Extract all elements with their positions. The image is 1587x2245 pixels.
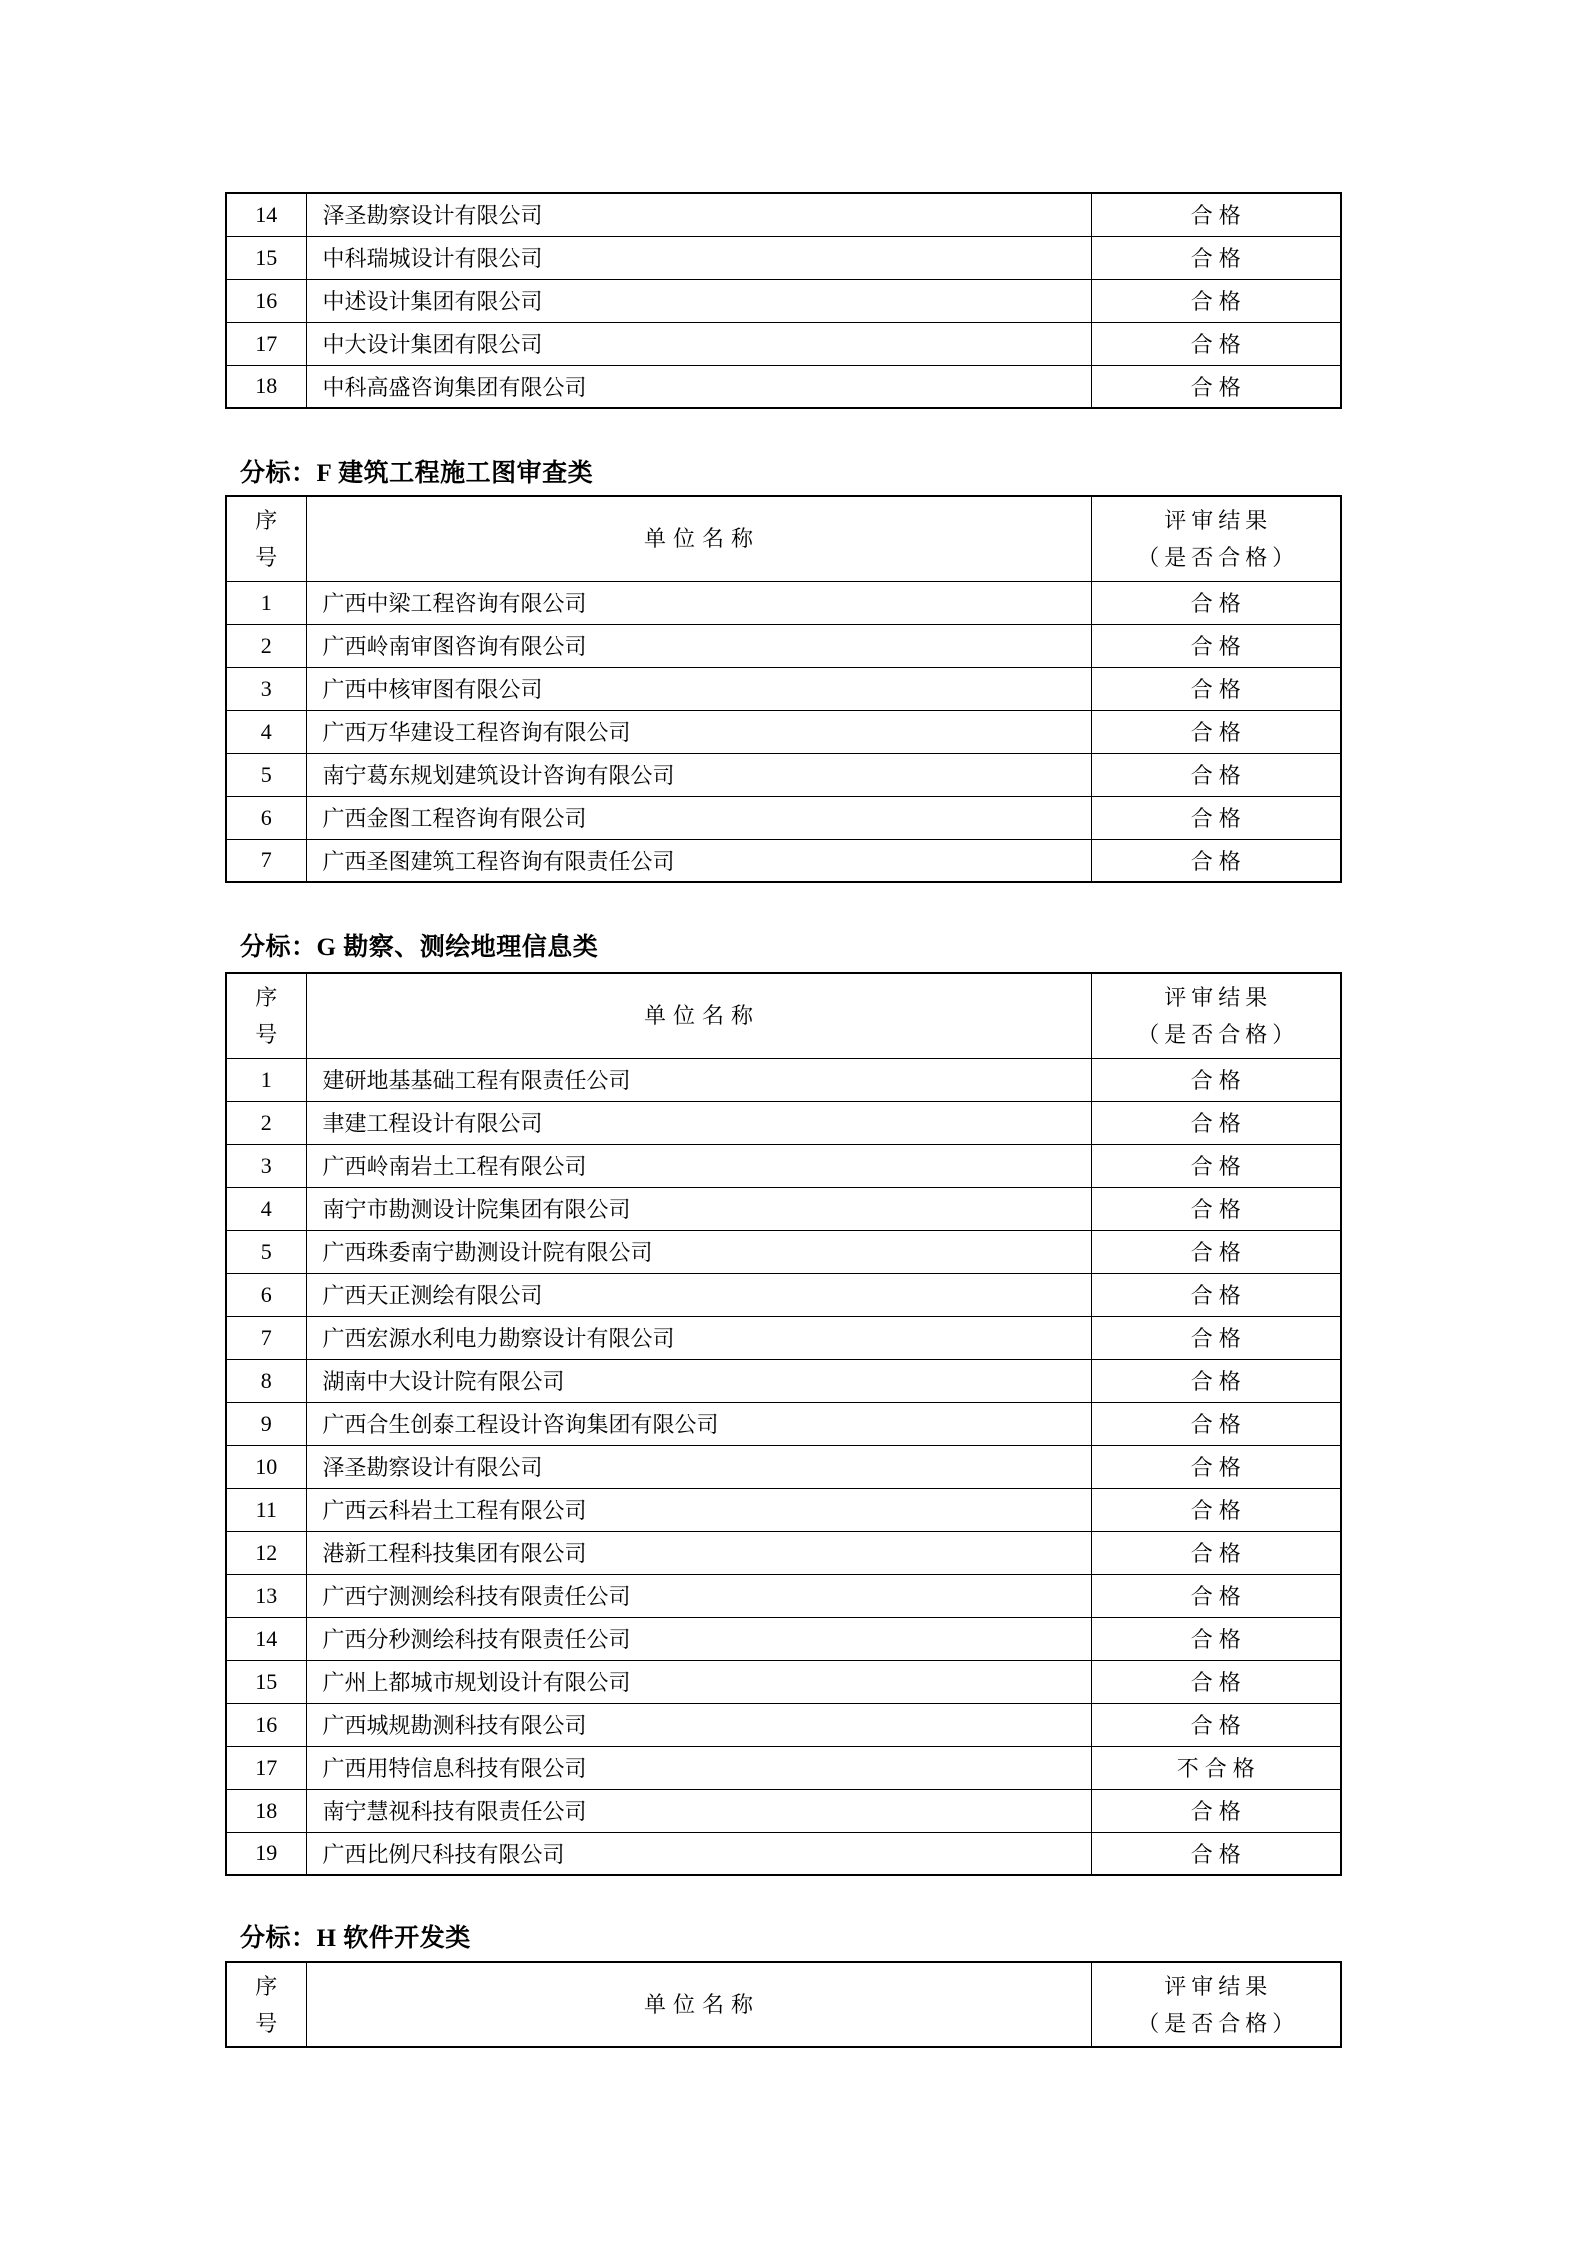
row-number: 7: [226, 839, 306, 882]
row-number: 11: [226, 1488, 306, 1531]
review-result: 合格: [1091, 581, 1341, 624]
row-number: 14: [226, 1617, 306, 1660]
company-name: 中大设计集团有限公司: [306, 322, 1091, 365]
company-name: 广西分秒测绘科技有限责任公司: [306, 1617, 1091, 1660]
review-result: 合格: [1091, 236, 1341, 279]
company-name: 广西岭南岩土工程有限公司: [306, 1144, 1091, 1187]
table-row: [226, 1660, 1341, 1703]
review-result: 合格: [1091, 1660, 1341, 1703]
col-header-no-line2: 号: [255, 1021, 278, 1047]
review-result: 不合格: [1091, 1746, 1341, 1789]
col-header-result: [1091, 1962, 1341, 2047]
table-row: [226, 1703, 1341, 1746]
table-header-row: [226, 973, 1341, 1058]
table-row: [226, 796, 1341, 839]
table-row: [226, 581, 1341, 624]
review-result: 合格: [1091, 753, 1341, 796]
table-row: [226, 279, 1341, 322]
table-row: [226, 1273, 1341, 1316]
table-row: [226, 1402, 1341, 1445]
col-header-no: [226, 1962, 306, 2047]
section-heading-h: 分标：H 软件开发类: [240, 1925, 471, 1952]
row-number: 18: [226, 1789, 306, 1832]
table-row: [226, 839, 1341, 882]
company-name: 中述设计集团有限公司: [306, 279, 1091, 322]
review-result: 合格: [1091, 1703, 1341, 1746]
review-result: 合格: [1091, 1531, 1341, 1574]
review-result: 合格: [1091, 1789, 1341, 1832]
review-result: 合格: [1091, 365, 1341, 408]
company-name: 南宁慧视科技有限责任公司: [306, 1789, 1091, 1832]
row-number: 3: [226, 1144, 306, 1187]
review-result: 合格: [1091, 1058, 1341, 1101]
company-name: 中科高盛咨询集团有限公司: [306, 365, 1091, 408]
col-header-name: [306, 496, 1091, 581]
review-result: 合格: [1091, 710, 1341, 753]
table-header-row: [226, 496, 1341, 581]
table-row: [226, 710, 1341, 753]
review-result: 合格: [1091, 322, 1341, 365]
review-result: 合格: [1091, 1144, 1341, 1187]
row-number: 18: [226, 365, 306, 408]
row-number: 3: [226, 667, 306, 710]
table-row: [226, 1187, 1341, 1230]
row-number: 14: [226, 193, 306, 236]
company-name: 泽圣勘察设计有限公司: [306, 193, 1091, 236]
table-row: [226, 1789, 1341, 1832]
col-header-no-line1: 序: [255, 1973, 278, 1999]
company-name: 南宁葛东规划建筑设计咨询有限公司: [306, 753, 1091, 796]
table-row: [226, 1058, 1341, 1101]
col-header-result-line2: （是否合格）: [1137, 2010, 1300, 2036]
company-name: 中科瑞城设计有限公司: [306, 236, 1091, 279]
company-name: 南宁市勘测设计院集团有限公司: [306, 1187, 1091, 1230]
table-row: [226, 1445, 1341, 1488]
table-row: [226, 236, 1341, 279]
company-name: 广西宁测测绘科技有限责任公司: [306, 1574, 1091, 1617]
company-name: 广西中核审图有限公司: [306, 667, 1091, 710]
review-result: 合格: [1091, 193, 1341, 236]
review-result: 合格: [1091, 1617, 1341, 1660]
company-name: 广西岭南审图咨询有限公司: [306, 624, 1091, 667]
review-result: 合格: [1091, 1832, 1341, 1875]
review-result: 合格: [1091, 1101, 1341, 1144]
company-name: 广西城规勘测科技有限公司: [306, 1703, 1091, 1746]
table-row: [226, 365, 1341, 408]
col-header-name-label: 单位名称: [643, 1003, 760, 1029]
company-name: 广西天正测绘有限公司: [306, 1273, 1091, 1316]
company-name: 广西圣图建筑工程咨询有限责任公司: [306, 839, 1091, 882]
review-result: 合格: [1091, 1316, 1341, 1359]
results-table-h: [225, 1961, 1342, 2048]
col-header-result-line1: 评审结果: [1164, 984, 1273, 1010]
table-row: [226, 1230, 1341, 1273]
col-header-no-line1: 序: [255, 507, 278, 533]
company-name: 广西宏源水利电力勘察设计有限公司: [306, 1316, 1091, 1359]
review-result: 合格: [1091, 1445, 1341, 1488]
row-number: 16: [226, 279, 306, 322]
company-name: 广州上都城市规划设计有限公司: [306, 1660, 1091, 1703]
table-row: [226, 753, 1341, 796]
results-table-g: [225, 972, 1342, 1876]
row-number: 10: [226, 1445, 306, 1488]
table-row: [226, 322, 1341, 365]
review-result: 合格: [1091, 1574, 1341, 1617]
row-number: 6: [226, 1273, 306, 1316]
col-header-name-label: 单位名称: [643, 526, 760, 552]
table-header-row: [226, 1962, 1341, 2047]
table-row: [226, 1574, 1341, 1617]
row-number: 5: [226, 753, 306, 796]
row-number: 8: [226, 1359, 306, 1402]
row-number: 1: [226, 1058, 306, 1101]
row-number: 17: [226, 322, 306, 365]
review-result: 合格: [1091, 624, 1341, 667]
table-row: [226, 1359, 1341, 1402]
col-header-result: [1091, 973, 1341, 1058]
table-row: [226, 624, 1341, 667]
company-name: 广西云科岩土工程有限公司: [306, 1488, 1091, 1531]
review-result: 合格: [1091, 667, 1341, 710]
row-number: 12: [226, 1531, 306, 1574]
company-name: 港新工程科技集团有限公司: [306, 1531, 1091, 1574]
company-name: 广西用特信息科技有限公司: [306, 1746, 1091, 1789]
review-result: 合格: [1091, 1187, 1341, 1230]
company-name: 泽圣勘察设计有限公司: [306, 1445, 1091, 1488]
row-number: 5: [226, 1230, 306, 1273]
table-row: [226, 1488, 1341, 1531]
review-result: 合格: [1091, 1402, 1341, 1445]
row-number: 6: [226, 796, 306, 839]
table-row: [226, 1832, 1341, 1875]
col-header-result-line1: 评审结果: [1164, 507, 1273, 533]
row-number: 15: [226, 236, 306, 279]
review-result: 合格: [1091, 839, 1341, 882]
company-name: 广西合生创泰工程设计咨询集团有限公司: [306, 1402, 1091, 1445]
table-row: [226, 1101, 1341, 1144]
table-row: [226, 1531, 1341, 1574]
review-result: 合格: [1091, 1359, 1341, 1402]
row-number: 15: [226, 1660, 306, 1703]
table-row: [226, 1144, 1341, 1187]
company-name: 聿建工程设计有限公司: [306, 1101, 1091, 1144]
review-result: 合格: [1091, 1488, 1341, 1531]
col-header-result-line2: （是否合格）: [1137, 1021, 1300, 1047]
row-number: 2: [226, 1101, 306, 1144]
col-header-name-label: 单位名称: [643, 1992, 760, 2017]
results-table-continuation: [225, 192, 1342, 409]
table-row: [226, 1617, 1341, 1660]
col-header-no: [226, 973, 306, 1058]
col-header-result-line1: 评审结果: [1164, 1973, 1273, 1999]
company-name: 广西珠委南宁勘测设计院有限公司: [306, 1230, 1091, 1273]
row-number: 9: [226, 1402, 306, 1445]
results-table-f: [225, 495, 1342, 883]
row-number: 17: [226, 1746, 306, 1789]
col-header-name: [306, 1962, 1091, 2047]
table-row: [226, 1746, 1341, 1789]
section-heading-g: 分标：G 勘察、测绘地理信息类: [240, 934, 599, 961]
col-header-result-line2: （是否合格）: [1137, 544, 1300, 570]
review-result: 合格: [1091, 1230, 1341, 1273]
company-name: 广西金图工程咨询有限公司: [306, 796, 1091, 839]
col-header-no-line2: 号: [255, 2010, 278, 2036]
col-header-no-line2: 号: [255, 544, 278, 570]
col-header-name: [306, 973, 1091, 1058]
row-number: 16: [226, 1703, 306, 1746]
row-number: 13: [226, 1574, 306, 1617]
row-number: 19: [226, 1832, 306, 1875]
review-result: 合格: [1091, 279, 1341, 322]
company-name: 广西万华建设工程咨询有限公司: [306, 710, 1091, 753]
company-name: 建研地基基础工程有限责任公司: [306, 1058, 1091, 1101]
row-number: 2: [226, 624, 306, 667]
col-header-no-line1: 序: [255, 984, 278, 1010]
row-number: 4: [226, 710, 306, 753]
review-result: 合格: [1091, 796, 1341, 839]
col-header-result: [1091, 496, 1341, 581]
review-result: 合格: [1091, 1273, 1341, 1316]
row-number: 4: [226, 1187, 306, 1230]
section-heading-f: 分标：F 建筑工程施工图审查类: [240, 460, 594, 487]
company-name: 广西比例尺科技有限公司: [306, 1832, 1091, 1875]
table-row: [226, 1316, 1341, 1359]
table-row: [226, 193, 1341, 236]
row-number: 1: [226, 581, 306, 624]
col-header-no: [226, 496, 306, 581]
company-name: 湖南中大设计院有限公司: [306, 1359, 1091, 1402]
row-number: 7: [226, 1316, 306, 1359]
table-row: [226, 667, 1341, 710]
company-name: 广西中梁工程咨询有限公司: [306, 581, 1091, 624]
